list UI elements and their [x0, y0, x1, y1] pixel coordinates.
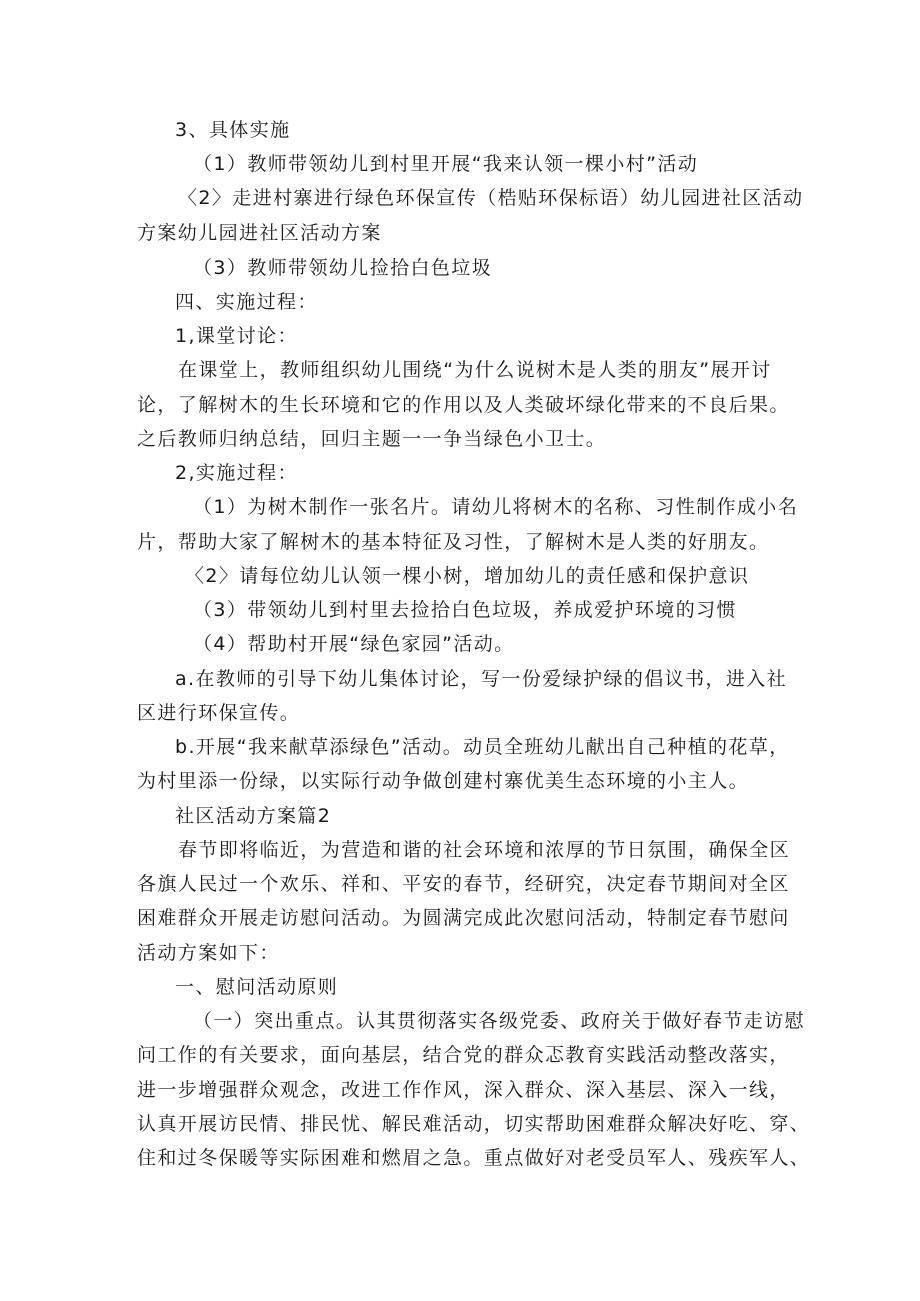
text-line: 住和过冬保暖等实际困难和燃眉之急。重点做好对老受员军人、残疾军人、: [137, 1147, 811, 1169]
text-line: 论，了解树木的生长环境和它的作用以及人类破坏绿化带来的不良后果。: [137, 394, 790, 416]
text-line: 为村里添一份绿，以实际行动争做创建村寨优美生态环境的小主人。: [137, 770, 750, 792]
text-line: 认真开展访民情、排民忧、解民难活动，切实帮助困难群众解决好吃、穿、: [137, 1113, 811, 1135]
text-line: 各旗人民过一个欢乐、祥和、平安的春节，经研究，决定春节期间对全区: [137, 873, 790, 895]
text-line: 活动方案如下：: [137, 942, 280, 964]
text-line: 〈2〉走进村寨进行绿色环保宣传（梏贴环保标语）幼儿园进社区活动: [178, 187, 804, 209]
text-line: （1）教师带领幼儿到村里开展“我来认领一棵小村”活动: [193, 153, 699, 175]
text-line: 问工作的有关要求，面向基层，结合党的群众忑教育实践活动整改落实，: [137, 1044, 790, 1066]
text-line: 3、具体实施: [175, 119, 291, 141]
text-line: 在课堂上，教师组织幼儿围绕“为什么说树木是人类的朋友”展开讨: [178, 359, 772, 381]
text-line: a.在教师的引导下幼儿集体讨论，写一份爱绿护绿的倡议书，进入社: [175, 668, 788, 690]
text-line: （4）帮助村开展“绿色家园”活动。: [193, 633, 515, 655]
text-line: 区进行环保宣传。: [137, 702, 301, 724]
text-line: 一、慰问活动原则: [175, 976, 339, 998]
text-line: 方案幼儿园进社区活动方案: [137, 222, 382, 244]
text-line: 片，帮助大家了解树木的基本特征及习性，了解树木是人类的好朋友。: [137, 531, 770, 553]
text-line: （1）为树木制作一张名片。请幼儿将树木的名称、习性制作成小名: [193, 496, 799, 518]
section-heading: 社区活动方案篇2: [175, 805, 332, 827]
text-line: （3）教师带领幼儿捡拾白色垃圾: [193, 257, 493, 279]
text-line: 1,课堂讨论：: [175, 325, 298, 347]
text-line: b.开展“我来献草添绿色”活动。动员全班幼儿献出自己种植的花草，: [175, 736, 790, 758]
text-line: 困难群众开展走访慰问活动。为圆满完成此次慰问活动，特制定春节慰问: [137, 907, 790, 929]
text-line: 春节即将临近，为营造和谐的社会环境和浓厚的节日氛围，确保全区: [178, 839, 791, 861]
text-line: （一）突出重点。认其贯彻落实各级党委、政府关于做好春节走访慰: [193, 1010, 806, 1032]
text-line: 2,实施过程：: [175, 462, 298, 484]
text-line: （3）带领幼儿到村里去捡拾白色垃圾，养成爱护环境的习惯: [193, 599, 737, 621]
text-line: 之后教师归纳总结，回归主题一一争当绿色小卫士。: [137, 428, 607, 450]
text-line: 〈2〉请每位幼儿认领一棵小树，增加幼儿的责任感和保护意识: [185, 565, 750, 587]
text-line: 进一步增强群众观念，改进工作作风，深入群众、深入基层、深入一线，: [137, 1079, 790, 1101]
text-line: 四、实施过程：: [175, 291, 318, 313]
